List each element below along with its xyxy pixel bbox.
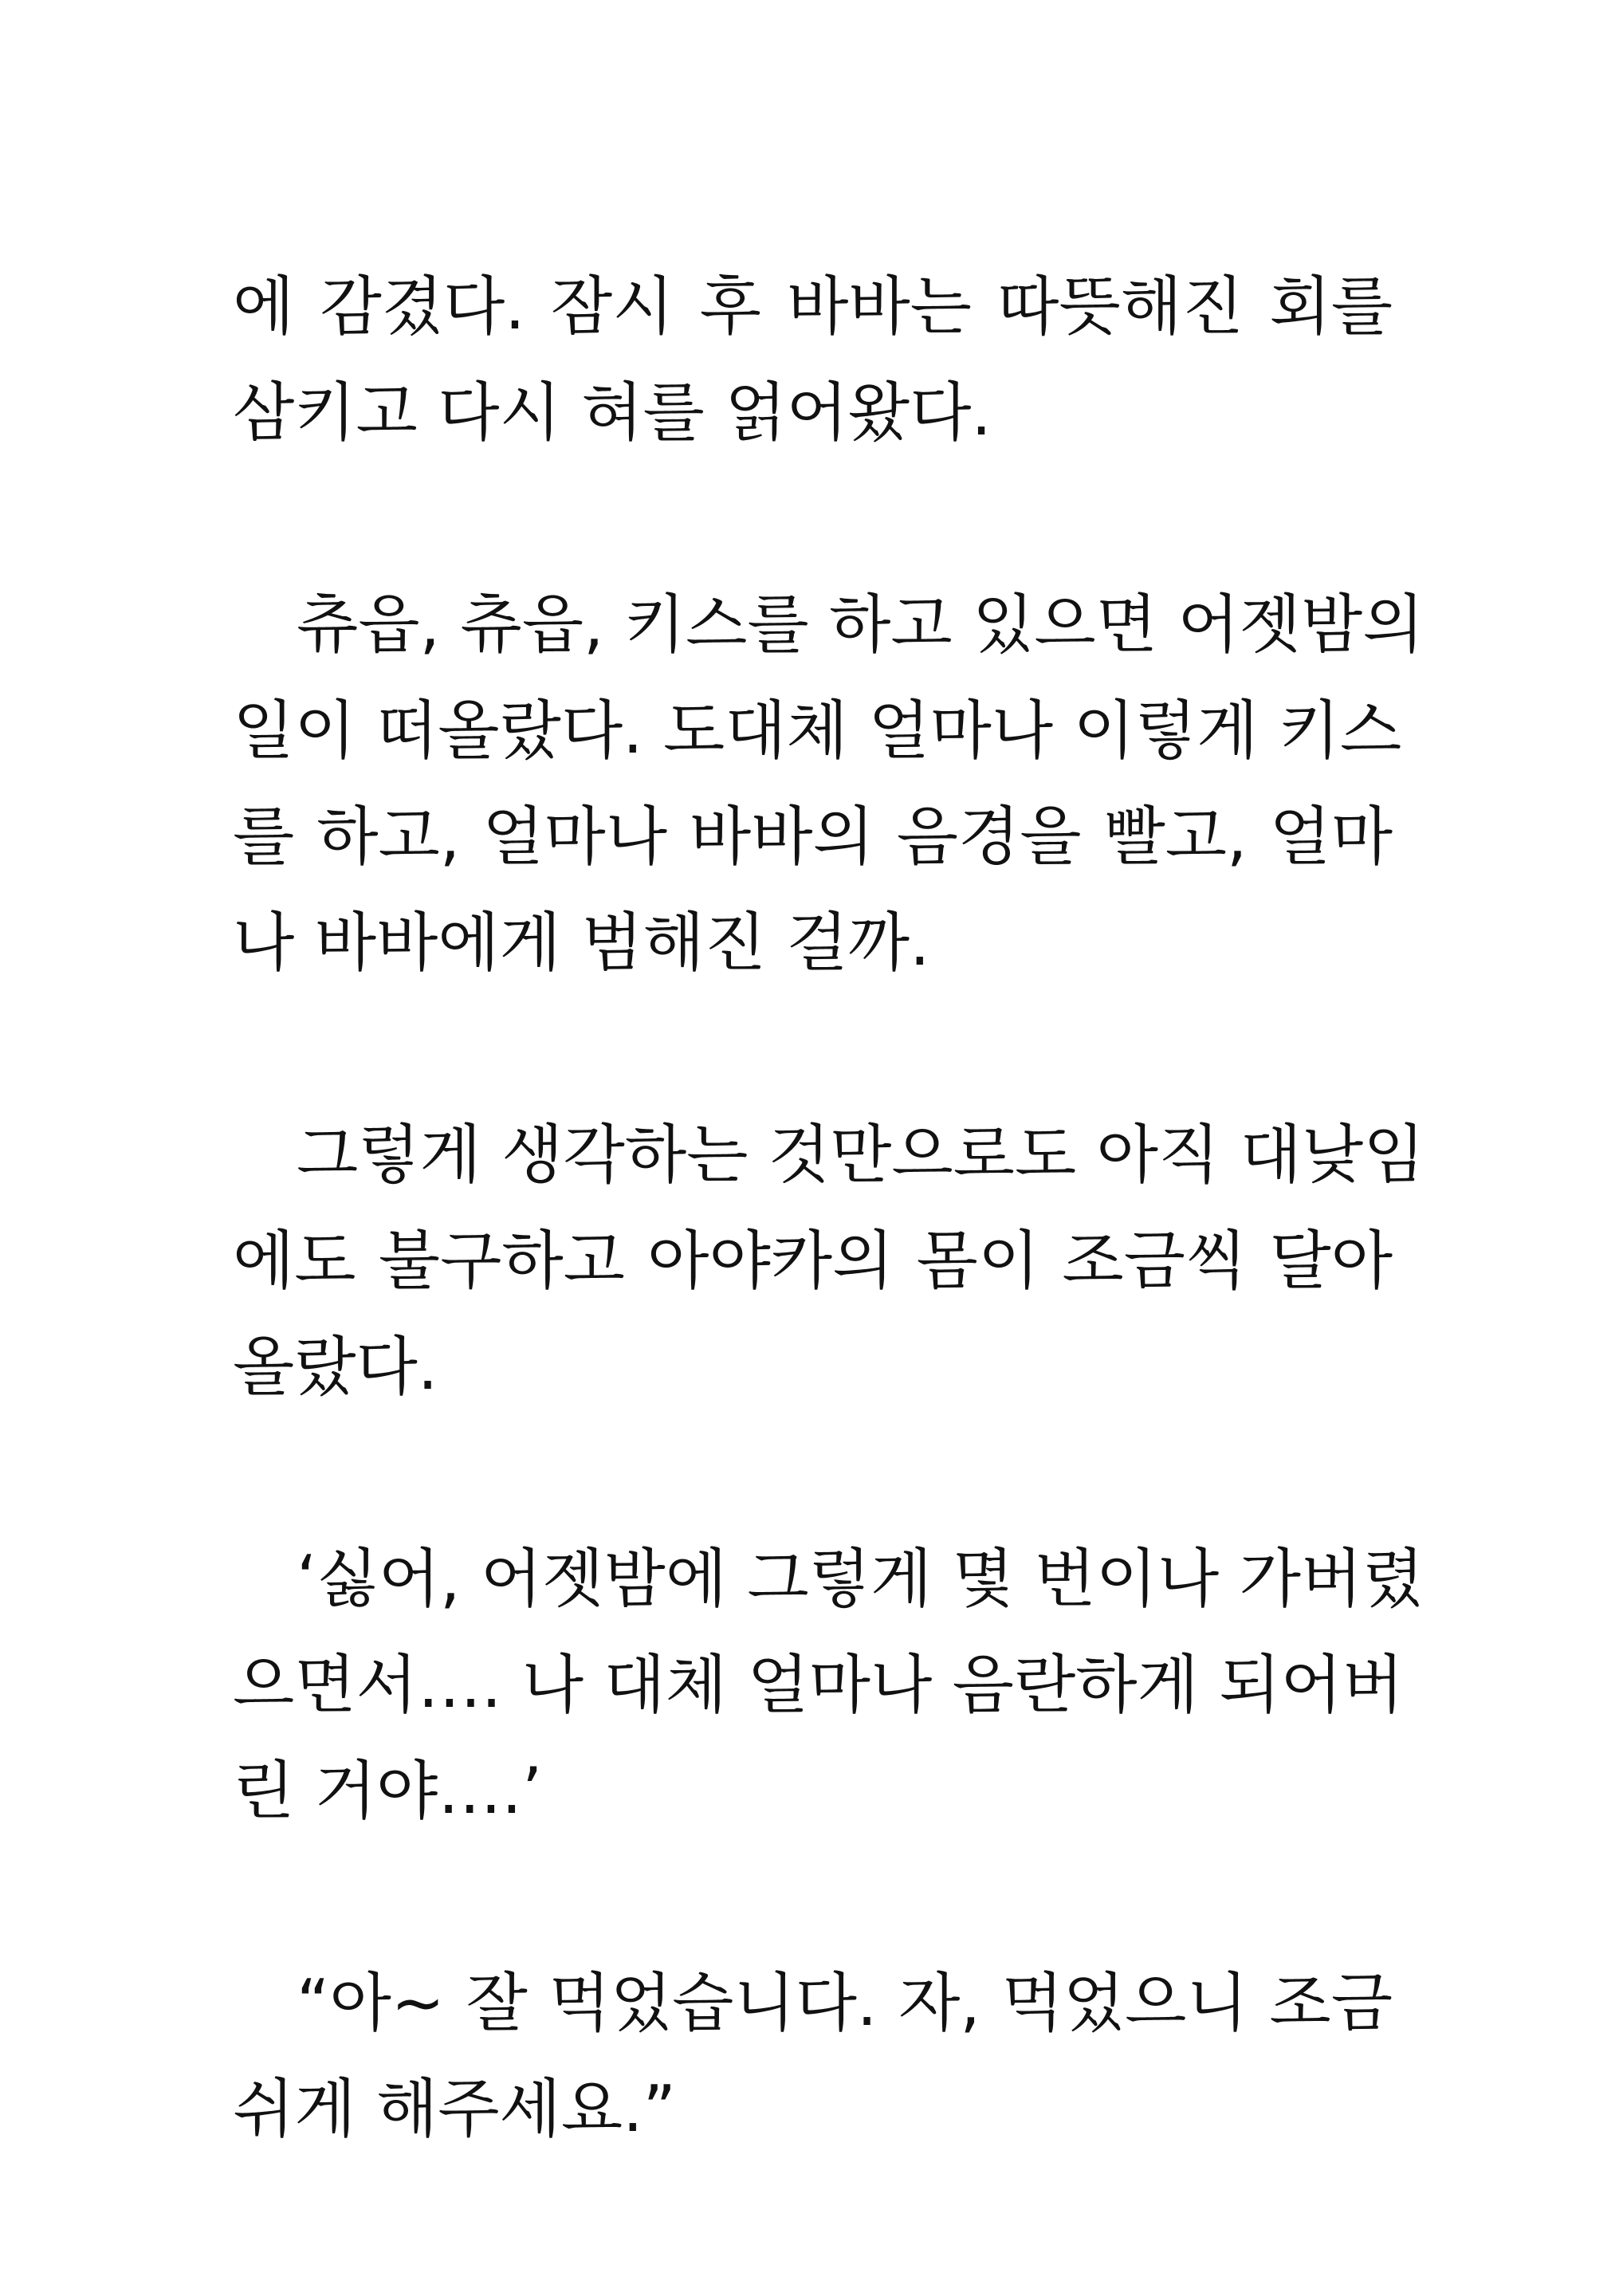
paragraph-gap xyxy=(233,466,1393,572)
paragraph-gap xyxy=(233,996,1393,1102)
text-line: ‘싫어, 어젯밤에 그렇게 몇 번이나 가버렸 xyxy=(233,1542,1425,1616)
text-line: 를 하고, 얼마나 바바의 음경을 빨고, 얼마 xyxy=(233,800,1393,874)
text-line: 츄읍, 츄읍, 키스를 하고 있으면 어젯밤의 xyxy=(233,588,1425,662)
text-line: 으면서…. 나 대체 얼마나 음란하게 되어버 xyxy=(233,1648,1405,1722)
text-line: 나 바바에게 범해진 걸까. xyxy=(233,906,930,980)
paragraph-gap xyxy=(233,1844,1393,1950)
text-line: 일이 떠올랐다. 도대체 얼마나 이렇게 키스 xyxy=(233,694,1402,768)
text-line: “아~ 잘 먹었습니다. 자, 먹었으니 조금 xyxy=(233,1966,1393,2040)
text-line: 쉬게 해주세요.” xyxy=(233,2072,676,2146)
text-line: 그렇게 생각하는 것만으로도 아직 대낮임 xyxy=(233,1118,1425,1192)
text-line: 삼키고 다시 혀를 얽어왔다. xyxy=(233,375,992,450)
text-line: 에 감겼다. 잠시 후 바바는 따뜻해진 회를 xyxy=(233,269,1393,344)
text-line: 린 거야….’ xyxy=(233,1754,543,1828)
paragraph-gap xyxy=(233,1420,1393,1526)
body-text xyxy=(233,254,1425,2162)
text-line: 올랐다. xyxy=(233,1330,438,1404)
text-line: 에도 불구하고 아야카의 몸이 조금씩 달아 xyxy=(233,1224,1393,1298)
